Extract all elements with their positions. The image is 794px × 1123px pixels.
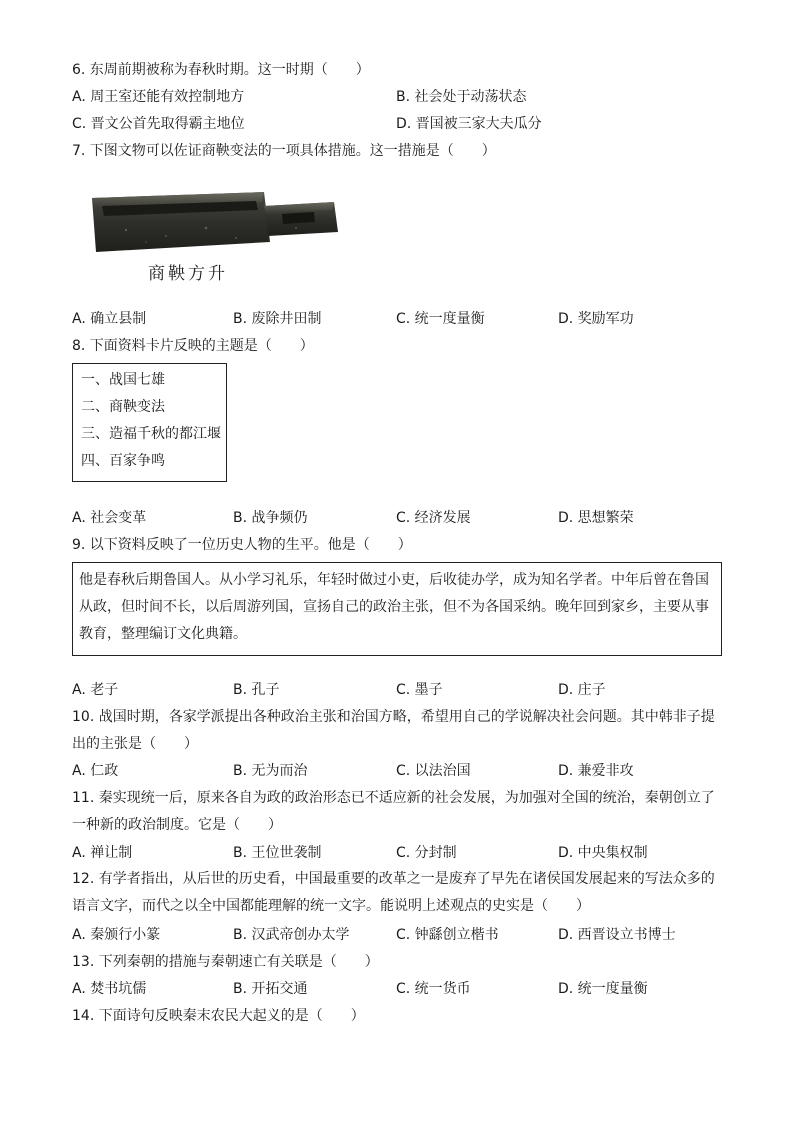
q7-option-c: C. 统一度量衡 [396,311,485,327]
q7-option-b: B. 废除井田制 [233,311,322,327]
q13-option-c: C. 统一货币 [396,981,471,997]
q10-option-b: B. 无为而治 [233,763,308,779]
question-12-stem: 12. 有学者指出，从后世的历史看，中国最重要的改革之一是废弃了早先在诸侯国发展起来的写法众多的语言文字，而代之以全中国都能理解的统一文字。能说明上述观点的史实是（ ） [72,871,715,914]
question-9-stem: 9. 以下资料反映了一位历史人物的生平。他是（ ） [72,537,412,553]
q8-option-d: D. 思想繁荣 [558,510,634,526]
q10-option-d: D. 兼爱非攻 [558,763,634,779]
q12-option-a: A. 秦颁行小篆 [72,927,161,943]
q10-option-c: C. 以法治国 [396,763,471,779]
q10-option-a: A. 仁政 [72,763,119,779]
q7-option-d: D. 奖励军功 [558,311,634,327]
card-item: 一、战国七雄 [81,372,165,388]
card-item: 二、商鞅变法 [81,399,165,415]
card-item: 三、造福千秋的都江堰 [81,426,221,442]
q13-option-a: A. 焚书坑儒 [72,981,147,997]
q8-option-b: B. 战争频仍 [233,510,308,526]
q11-option-a: A. 禅让制 [72,845,133,861]
q6-option-a: A. 周王室还能有效控制地方 [72,89,245,105]
q11-option-c: C. 分封制 [396,845,457,861]
q6-option-b: B. 社会处于动荡状态 [396,89,527,105]
q7-option-a: A. 确立县制 [72,311,147,327]
q8-option-a: A. 社会变革 [72,510,147,526]
q13-option-d: D. 统一度量衡 [558,981,648,997]
card-item: 四、百家争鸣 [81,453,165,469]
q6-option-c: C. 晋文公首先取得霸主地位 [72,116,245,132]
q9-option-c: C. 墨子 [396,682,443,698]
question-11-stem: 11. 秦实现统一后，原来各自为政的政治形态已不适应新的社会发展，为加强对全国的统治，秦朝创立了一种新的政治制度。它是（ ） [72,790,715,833]
question-13-stem: 13. 下列秦朝的措施与秦朝速亡有关联是（ ） [72,954,379,970]
question-6-stem: 6. 东周前期被称为春秋时期。这一时期（ ） [72,62,370,78]
q11-option-d: D. 中央集权制 [558,845,648,861]
q9-option-d: D. 庄子 [558,682,606,698]
q9-option-b: B. 孔子 [233,682,280,698]
q6-option-d: D. 晋国被三家大夫瓜分 [396,116,542,132]
question-14-stem: 14. 下面诗句反映秦末农民大起义的是（ ） [72,1008,365,1024]
q11-option-b: B. 王位世袭制 [233,845,322,861]
q12-option-d: D. 西晋设立书博士 [558,927,676,943]
q12-option-b: B. 汉武帝创办太学 [233,927,350,943]
question-10-stem: 10. 战国时期，各家学派提出各种政治主张和治国方略，希望用自己的学说解决社会问题。其中韩非子提出的主张是（ ） [72,709,715,752]
material-box: 他是春秋后期鲁国人。从小学习礼乐，年轻时做过小吏，后收徒办学，成为知名学者。中年后曾在鲁国从政，但时间不长，以后周游列国，宣扬自己的政治主张，但不为各国采纳。晚年回到家乡，主要从事教育，整理编订文化典籍。 [72,562,722,656]
q9-option-a: A. 老子 [72,682,119,698]
artifact-caption: 商鞅方升 [148,264,228,284]
q12-option-c: C. 钟繇创立楷书 [396,927,499,943]
material-card [72,363,227,482]
q8-option-c: C. 经济发展 [396,510,471,526]
question-7-stem: 7. 下图文物可以佐证商鞅变法的一项具体措施。这一措施是（ ） [72,143,496,159]
q13-option-b: B. 开拓交通 [233,981,308,997]
question-8-stem: 8. 下面资料卡片反映的主题是（ ） [72,338,314,354]
